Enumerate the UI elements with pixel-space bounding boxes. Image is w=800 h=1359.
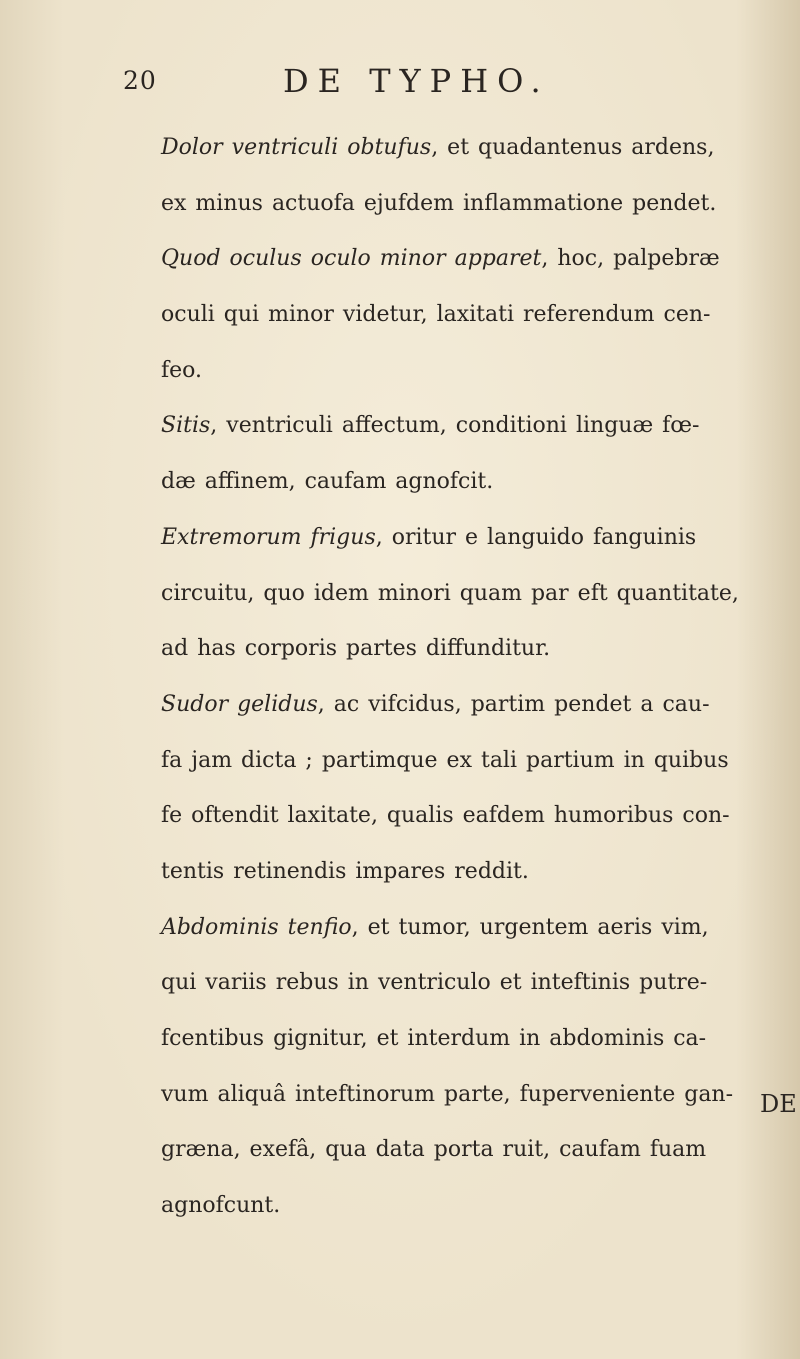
line-text: vum aliquâ inteftinorum parte, fuperveniente gan-: [161, 1081, 734, 1107]
line-text: , hoc, palpebræ: [541, 246, 720, 272]
line-text: græna, exefâ, qua data porta ruit, caufam fuam: [161, 1137, 707, 1163]
text-line: [161, 677, 710, 733]
line-text: feo.: [161, 357, 203, 383]
text-line: [161, 454, 661, 510]
body-text: [161, 120, 739, 1234]
text-line: [161, 231, 720, 287]
catchword: DE: [760, 1090, 797, 1118]
line-text: fe oftendit laxitate, qualis eafdem humoribus con-: [161, 803, 730, 829]
symptom-heading: Dolor ventriculi obtufus: [161, 135, 432, 160]
line-text: fcentibus gignitur, et interdum in abdominis ca-: [161, 1026, 707, 1051]
text-line: [161, 120, 715, 176]
line-text: fa jam dicta ; partimque ex tali partium in quibus: [161, 747, 729, 773]
line-text: circuitu, quo idem minori quam par eft quantitate,: [161, 580, 739, 606]
symptom-heading: Quod oculus oculo minor apparet: [161, 246, 542, 272]
text-line: [161, 1178, 661, 1234]
page-header: [0, 62, 800, 102]
line-text: tentis retinendis impares reddit.: [161, 858, 529, 884]
line-text: , oritur e languido fanguinis: [375, 524, 697, 550]
text-line: [161, 621, 661, 677]
line-text: , ac vifcidus, partim pendet a cau-: [317, 691, 710, 717]
line-text: , et quadantenus ardens,: [431, 135, 715, 160]
text-line: [161, 955, 708, 1011]
page-number: 20: [123, 66, 157, 95]
line-text: oculi qui minor videtur, laxitati referendum cen-: [161, 302, 711, 328]
symptom-heading: Sudor gelidus: [161, 691, 318, 717]
text-line: [161, 900, 709, 956]
text-line: [161, 1011, 707, 1067]
line-text: qui variis rebus in ventriculo et inteftinis putre-: [161, 970, 708, 996]
text-line: [161, 510, 697, 566]
text-line: [161, 1067, 734, 1123]
line-text: , et tumor, urgentem aeris vim,: [351, 914, 709, 940]
text-line: [161, 287, 711, 343]
text-line: [161, 398, 700, 454]
symptom-heading: Abdominis tenfio: [161, 914, 352, 940]
text-line: [161, 788, 730, 844]
text-line: [161, 566, 739, 622]
line-text: ad has corporis partes diffunditur.: [161, 636, 551, 662]
line-text: agnofcunt.: [161, 1193, 281, 1219]
text-line: [161, 176, 717, 232]
line-text: ex minus actuofa ejufdem inflammatione pendet.: [161, 190, 717, 216]
text-line: [161, 733, 729, 789]
line-text: dæ affinem, caufam agnofcit.: [161, 469, 494, 495]
symptom-heading: Extremorum frigus: [161, 524, 376, 550]
symptom-heading: Sitis: [161, 413, 211, 439]
line-text: , ventriculi affectum, conditioni linguæ fœ-: [210, 413, 700, 439]
text-line: [161, 1122, 707, 1178]
running-title: DE TYPHO.: [283, 62, 550, 100]
text-line: [161, 844, 661, 900]
text-line: [161, 343, 661, 399]
